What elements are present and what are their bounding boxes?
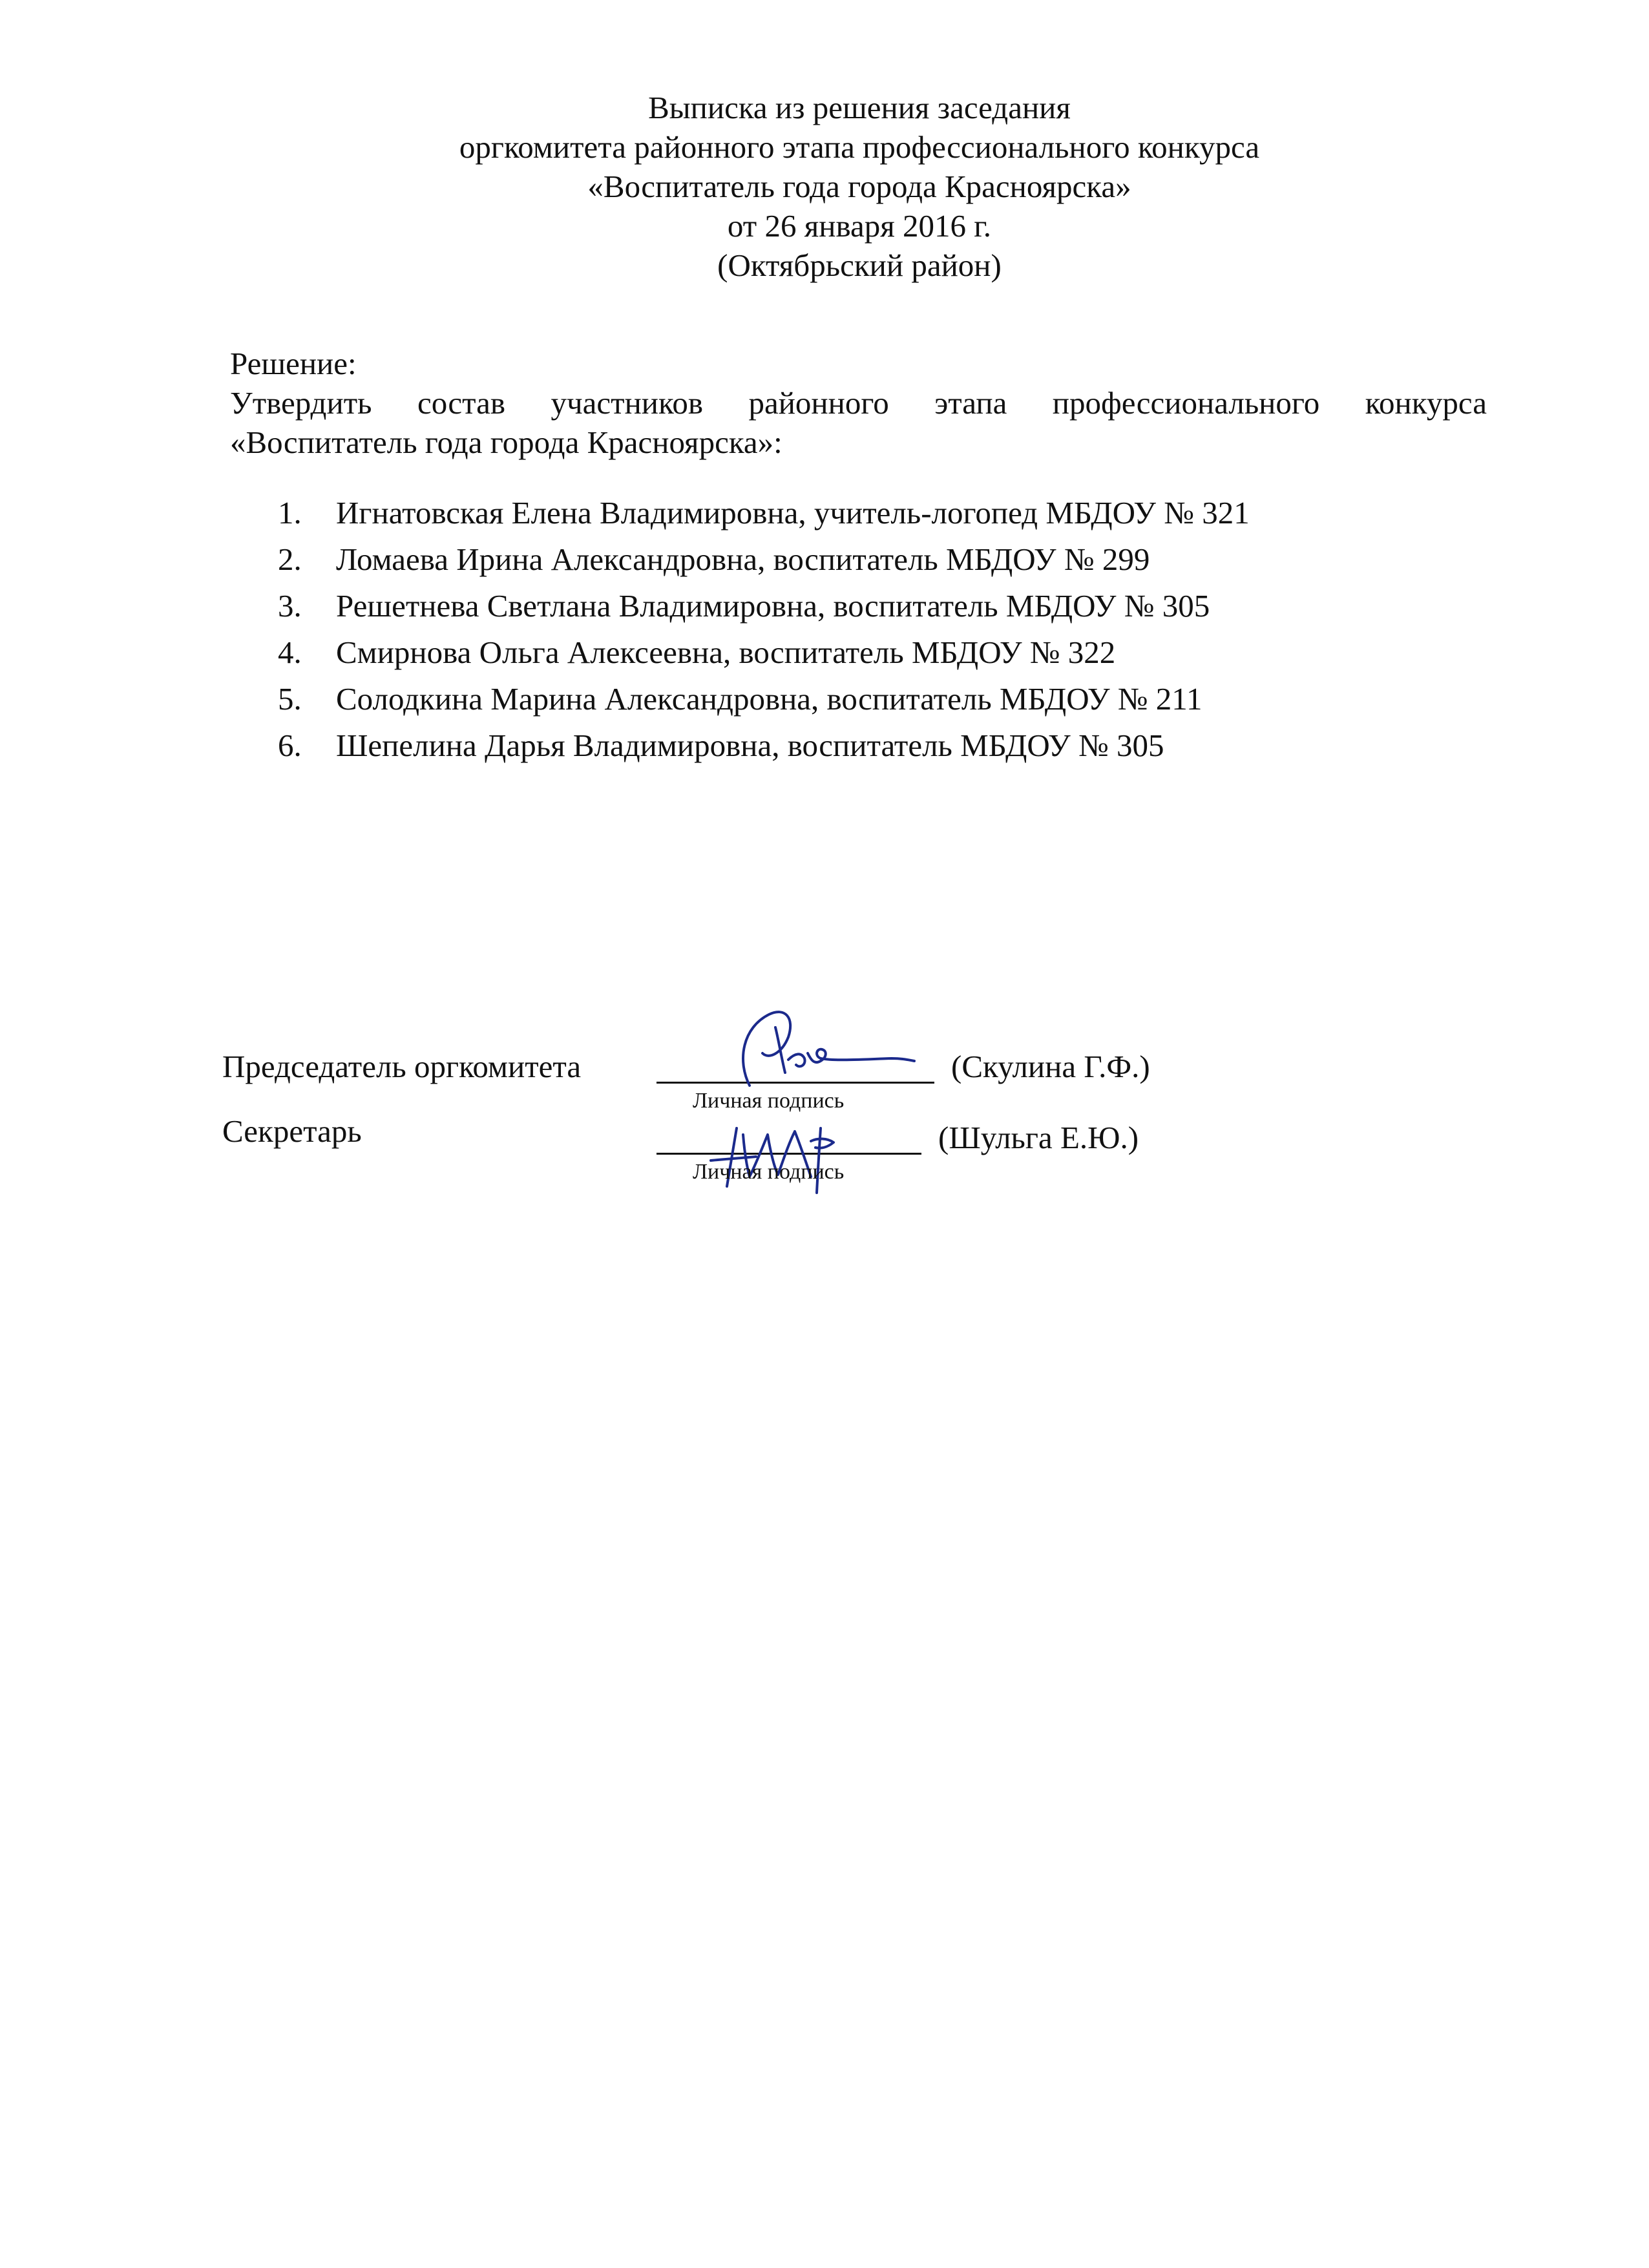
title-district: (Октябрьский район) [717, 247, 1002, 283]
list-item-text: Смирнова Ольга Алексеевна, воспитатель МБДОУ № 322 [336, 635, 1116, 670]
list-item-text: Игнатовская Елена Владимировна, учитель-логопед МБДОУ № 321 [336, 495, 1250, 530]
decision-block [230, 344, 1487, 462]
document-header [0, 88, 1649, 285]
list-item [278, 536, 1250, 583]
list-item [278, 629, 1250, 676]
list-item [278, 722, 1250, 769]
chair-role: Председатель оргкомитета [222, 1049, 582, 1084]
list-item-text: Шепелина Дарья Владимировна, воспитатель МБДОУ № 305 [336, 728, 1164, 763]
list-item-number: 2. [278, 541, 302, 577]
decision-text-line-1: Утвердить состав участников районного этапа профессионального конкурса [230, 385, 1487, 421]
secretary-name: (Шульга Е.Ю.) [938, 1120, 1139, 1155]
decision-text-line-2: «Воспитатель года города Красноярска»: [230, 425, 782, 460]
list-item-number: 3. [278, 588, 302, 624]
list-item-text: Ломаева Ирина Александровна, воспитатель МБДОУ № 299 [336, 541, 1150, 577]
list-item-number: 6. [278, 728, 302, 763]
list-item-text: Солодкина Марина Александровна, воспитатель МБДОУ № 211 [336, 681, 1203, 717]
secretary-role: Секретарь [222, 1113, 362, 1149]
title-line-1: Выписка из решения заседания [648, 90, 1071, 125]
list-item [278, 490, 1250, 536]
title-line-3: «Воспитатель года города Красноярска» [587, 169, 1131, 204]
chair-signature [724, 989, 918, 1098]
list-item [278, 676, 1250, 722]
list-item [278, 583, 1250, 629]
chair-signature-caption: Личная подпись [693, 1089, 845, 1113]
list-item-text: Решетнева Светлана Владимировна, воспитатель МБДОУ № 305 [336, 588, 1210, 624]
list-item-number: 4. [278, 635, 302, 670]
decision-label: Решение: [230, 346, 357, 381]
title-line-2: оргкомитета районного этапа профессионального конкурса [459, 129, 1260, 165]
list-item-number: 1. [278, 495, 302, 530]
secretary-signature-caption: Личная подпись [693, 1160, 845, 1184]
chair-name: (Скулина Г.Ф.) [951, 1049, 1150, 1084]
list-item-number: 5. [278, 681, 302, 717]
participants-list [278, 490, 1250, 769]
title-date: от 26 января 2016 г. [727, 208, 992, 244]
